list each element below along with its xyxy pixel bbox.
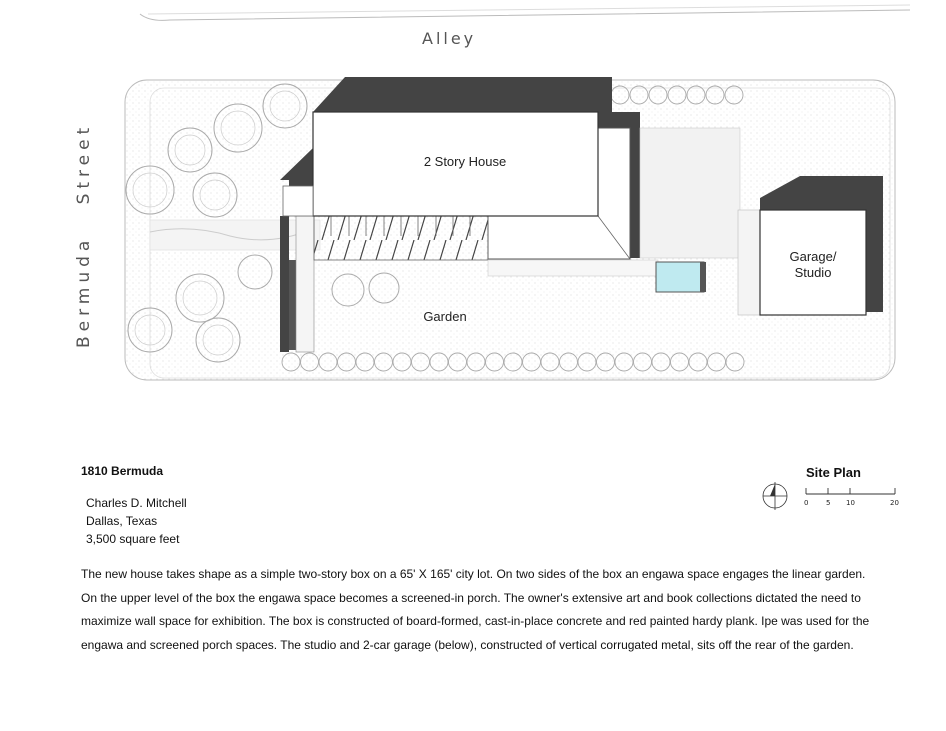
scale-tick-label: 5 <box>826 499 831 507</box>
scale-tick-label: 10 <box>846 499 855 507</box>
project-title: 1810 Bermuda <box>81 464 164 478</box>
description-line: maximize wall space for exhibition. The box is constructed of board-formed, cast-in-place concrete and red painted hardy plank. Ipe was used for the <box>81 614 870 628</box>
description-line: The new house takes shape as a simple two-story box on a 65' X 165' city lot. On two sides of the box an engawa space engages the linear garden. <box>81 567 866 581</box>
project-area: 3,500 square feet <box>86 532 180 546</box>
description-line: On the upper level of the box the engawa space becomes a screened-in porch. The owner's extensive art and book collections dictated the need to <box>81 590 861 605</box>
site-plan-title: Site Plan <box>806 465 861 480</box>
description-line: engawa and screened porch spaces. The studio and 2-car garage (below), constructed of vertical corrugated metal, sits off the rear of the garden. <box>81 637 854 652</box>
project-location: Dallas, Texas <box>86 514 158 528</box>
scale-bar <box>756 478 906 514</box>
street-label: Bermuda Street <box>74 122 94 348</box>
scale-tick-label: 0 <box>804 499 809 507</box>
project-description <box>81 563 901 657</box>
house-roof-shadow <box>313 77 612 112</box>
pool <box>656 262 704 292</box>
scale-tick-label: 20 <box>890 499 899 507</box>
architect-name: Charles D. Mitchell <box>86 496 187 510</box>
north-arrow-icon <box>763 482 787 510</box>
garage-label: Garage/ Studio <box>789 249 837 280</box>
garden-label: Garden <box>423 309 467 324</box>
house-label: 2 Story House <box>423 154 507 169</box>
project-info <box>86 494 187 548</box>
alley-label: Alley <box>422 29 477 48</box>
